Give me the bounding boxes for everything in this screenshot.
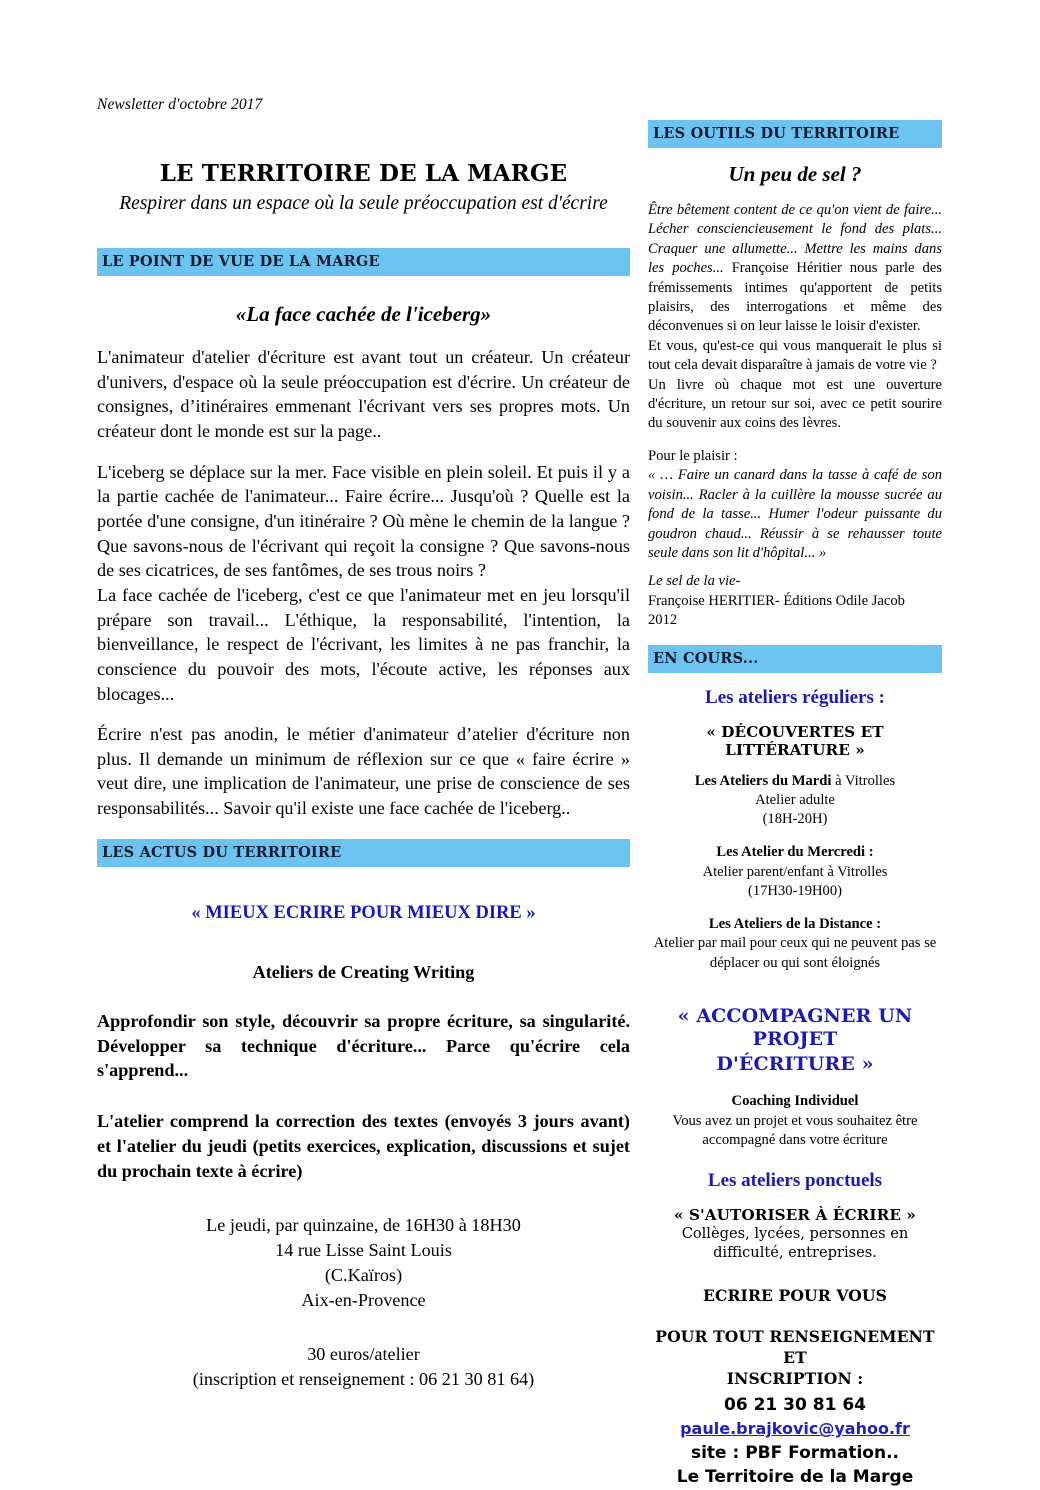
sel-title: Un peu de sel ?: [728, 162, 862, 187]
workshop-item: [648, 772, 942, 791]
article-paragraph-3: La face cachée de l'iceberg, c'est ce que l'animateur met en jeu lorsqu'il prépare son travail... L'éthique, la responsabilité, l'intention, la bienveillance, le respect de l'écrivant, les limites à ne pas franchir, la conscience du pouvoir des mots, l'écoute active, les réponses aux blocages...: [97, 584, 630, 704]
section-bar-outils: LES OUTILS DU TERRITOIRE: [648, 120, 942, 148]
contact-site: site : PBF Formation..: [690, 1442, 899, 1463]
schedule-line-1: Le jeudi, par quinzaine, de 16H30 à 18H30: [206, 1215, 521, 1236]
pour-le-plaisir-quote: « … Faire un canard dans la tasse à café de son voisin... Racler à la cuillère la mousse sucrée au fond de la tasse... Humer l'odeur puissante du goudron chaud... Réussir à se rehausser toute seule dans son lit d'hôpital... »: [648, 467, 942, 561]
accompagner-heading-line-1: « ACCOMPAGNER UN PROJET: [677, 1004, 913, 1050]
reguliers-title: Les ateliers réguliers :: [705, 686, 885, 708]
sel-paragraph-2: Et vous, qu'est-ce qui vous manquerait le plus si tout cela devait disparaître à jamais de votre vie ?: [648, 337, 942, 374]
workshop-hours: (18H-20H): [762, 811, 828, 828]
sel-italic-intro: Être bêtement content de ce qu'on vient de faire... Lécher consciencieusement le fond des plats... Craquer une allumette... Mettre les mains dans les poches...: [648, 202, 942, 277]
sel-paragraph-1: [648, 201, 942, 337]
decouvertes-heading: « DÉCOUVERTES ET LITTÉRATURE »: [706, 722, 884, 759]
autoriser-text: Collèges, lycées, personnes en difficulté, entreprises.: [681, 1225, 909, 1262]
renseignement-line-1: POUR TOUT RENSEIGNEMENT ET: [655, 1326, 935, 1367]
ecrire-pour-vous-heading: ECRIRE POUR VOUS: [703, 1285, 887, 1305]
workshop-detail: Atelier par mail pour ceux qui ne peuvent pas se déplacer ou qui sont éloignés: [653, 935, 937, 971]
actus-description-1: Approfondir son style, découvrir sa propre écriture, sa singularité. Développer sa technique d'écriture... Parce qu'écrire cela s'apprend...: [97, 1010, 630, 1081]
autoriser-heading: « S'AUTORISER À ÉCRIRE »: [674, 1206, 916, 1225]
section-bar-actus: LES ACTUS DU TERRITOIRE: [97, 839, 630, 867]
article-paragraph-4: Écrire n'est pas anodin, le métier d'animateur d’atelier d'écriture non plus. Il demande un minimum de réflexion sur ce que « faire écrire » veut dire, une implication de l'animateur, une prise de conscience de ses responsabilités... Savoir qu'il existe une face cachée de l'iceberg..: [97, 724, 630, 819]
source-line-2: Françoise HERITIER- Éditions Odile Jacob: [648, 592, 905, 609]
sel-roman-rest: Françoise Héritier nous parle des frémissements intimes qu'apportent de petits plaisirs, des interrogations et même des déconvenues si on leur laisse le loisir d'exister.: [648, 260, 942, 335]
left-column: [97, 160, 630, 1392]
schedule-line-2: 14 rue Lisse Saint Louis: [275, 1240, 452, 1261]
section-bar-en-cours: EN COURS...: [648, 645, 942, 673]
page-title: LE TERRITOIRE DE LA MARGE: [159, 160, 568, 187]
renseignement-line-2: INSCRIPTION :: [726, 1368, 864, 1388]
schedule-line-3: (C.Kaïros): [324, 1264, 403, 1285]
contact-org: Le Territoire de la Marge: [676, 1467, 914, 1488]
actus-description-2: L'atelier comprend la correction des textes (envoyés 3 jours avant) et l'atelier du jeudi (petits exercices, explication, discussions et sujet du prochain texte à écrire): [97, 1111, 630, 1181]
coaching-title: Coaching Individuel: [731, 1093, 859, 1110]
contact-phone[interactable]: 06 21 30 81 64: [724, 1394, 866, 1415]
contact-email-link[interactable]: paule.brajkovic@yahoo.fr: [680, 1419, 910, 1439]
workshop-name: Les Ateliers du Mardi: [694, 772, 832, 789]
actus-subtitle: Ateliers de Creating Writing: [252, 961, 475, 982]
article-paragraph-2: L'iceberg se déplace sur la mer. Face visible en plein soleil. Et puis il y a la partie cachée de l'animateur... Faire écrire... Jusqu'où ? Quelle est la portée d'une consigne, d'un itinéraire ? Où mène le chemin de la langue ? Que savons-nous de l'écrivant qui reçoit la consigne ? Que savons-nous de ses cicatrices, de ses fantômes, de ses trous noirs ?: [97, 461, 630, 581]
price-line: 30 euros/atelier: [307, 1344, 420, 1365]
workshop-name-suffix: à Vitrolles: [831, 772, 896, 789]
article-title: «La face cachée de l'iceberg»: [235, 301, 492, 326]
workshop-detail: Atelier adulte: [755, 791, 835, 808]
workshop-hours: (17H30-19H00): [747, 882, 843, 899]
source-line-3: 2012: [648, 612, 678, 629]
right-column: [648, 120, 942, 1490]
source-line-1: Le sel de la vie-: [648, 573, 741, 590]
section-bar-point-de-vue: LE POINT DE VUE DE LA MARGE: [97, 248, 630, 276]
pour-le-plaisir-label: Pour le plaisir :: [648, 447, 738, 464]
article-paragraph-1: L'animateur d'atelier d'écriture est avant tout un créateur. Un créateur d'univers, d'espace où la seule préoccupation est d'écrire. Un créateur de consignes, d’itinéraires emmenant l'écrivant vers ses propres mots. Un créateur dont le monde est sur la page..: [97, 346, 630, 441]
page-subtitle: Respirer dans un espace où la seule préoccupation est d'écrire: [119, 192, 608, 214]
workshop-item: Les Ateliers de la Distance :: [708, 916, 882, 933]
workshop-detail: Atelier parent/enfant à Vitrolles: [702, 863, 888, 880]
newsletter-date: Newsletter d'octobre 2017: [97, 96, 263, 113]
workshop-item: Les Atelier du Mercredi :: [716, 844, 874, 861]
actus-headline: « MIEUX ECRIRE POUR MIEUX DIRE »: [191, 902, 536, 923]
sel-paragraph-3: Un livre où chaque mot est une ouverture d'écriture, un retour sur soi, avec ce petit sourire du souvenir aux coins des lèvres.: [648, 376, 942, 432]
schedule-line-4: Aix-en-Provence: [301, 1289, 426, 1310]
accompagner-heading-line-2: D'ÉCRITURE »: [716, 1053, 874, 1076]
price-contact-line: (inscription et renseignement : 06 21 30 81 64): [192, 1369, 535, 1390]
coaching-text: Vous avez un projet et vous souhaitez être accompagné dans votre écriture: [672, 1112, 918, 1148]
ponctuels-title: Les ateliers ponctuels: [707, 1170, 883, 1192]
